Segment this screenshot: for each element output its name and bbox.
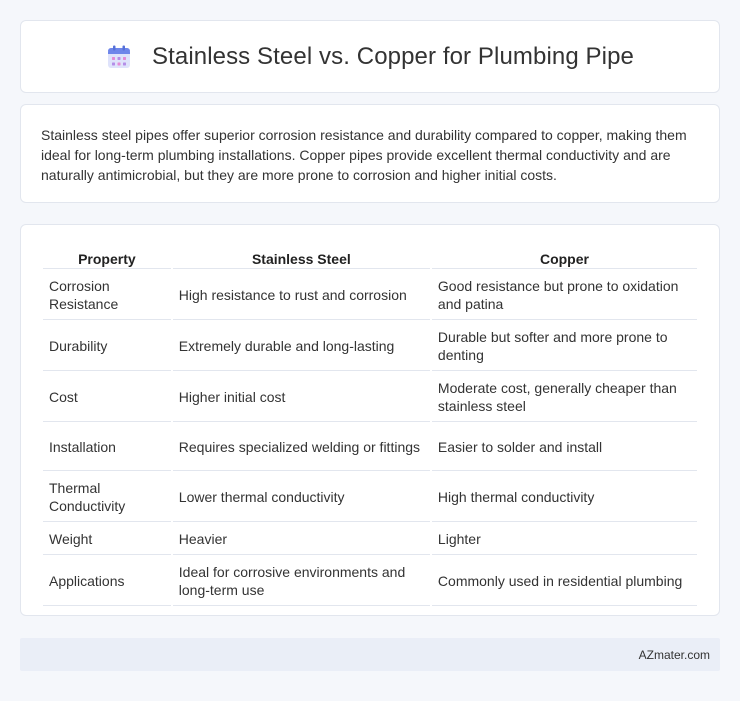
stainless-steel-cell: Extremely durable and long-lasting bbox=[173, 322, 430, 371]
copper-cell: Moderate cost, generally cheaper than stainless steel bbox=[432, 373, 697, 422]
comparison-table bbox=[41, 245, 699, 608]
copper-cell: High thermal conductivity bbox=[432, 473, 697, 522]
property-cell: Installation bbox=[43, 424, 171, 471]
stainless-steel-cell: High resistance to rust and corrosion bbox=[173, 271, 430, 320]
summary-card bbox=[20, 104, 720, 203]
table-row bbox=[43, 322, 697, 371]
copper-cell: Good resistance but prone to oxidation and patina bbox=[432, 271, 697, 320]
title-card bbox=[20, 20, 720, 93]
summary-text: Stainless steel pipes offer superior corrosion resistance and durability compared to copper, making them ideal for long-term plumbing installations. Copper pipes provide excellent thermal conductivity and are naturally antimicrobial, but they are more prone to corrosion and higher initial costs. bbox=[41, 127, 687, 183]
table-row bbox=[43, 557, 697, 606]
table-row bbox=[43, 524, 697, 555]
footer bbox=[20, 638, 720, 671]
column-header-property: Property bbox=[43, 247, 171, 269]
stainless-steel-cell: Heavier bbox=[173, 524, 430, 555]
property-cell: Corrosion Resistance bbox=[43, 271, 171, 320]
column-header-stainless-steel: Stainless Steel bbox=[173, 247, 430, 269]
footer-brand: AZmater.com bbox=[638, 647, 710, 662]
property-cell: Applications bbox=[43, 557, 171, 606]
copper-cell: Lighter bbox=[432, 524, 697, 555]
stainless-steel-cell: Lower thermal conductivity bbox=[173, 473, 430, 522]
copper-cell: Durable but softer and more prone to denting bbox=[432, 322, 697, 371]
property-cell: Durability bbox=[43, 322, 171, 371]
stainless-steel-cell: Higher initial cost bbox=[173, 373, 430, 422]
copper-cell: Easier to solder and install bbox=[432, 424, 697, 471]
column-header-copper: Copper bbox=[432, 247, 697, 269]
table-row bbox=[43, 373, 697, 422]
table-row bbox=[43, 424, 697, 471]
table-header-row bbox=[43, 247, 697, 269]
stainless-steel-cell: Ideal for corrosive environments and long-term use bbox=[173, 557, 430, 606]
comparison-table-card bbox=[20, 224, 720, 616]
table-row bbox=[43, 271, 697, 320]
copper-cell: Commonly used in residential plumbing bbox=[432, 557, 697, 606]
property-cell: Cost bbox=[43, 373, 171, 422]
calendar-icon bbox=[106, 44, 132, 70]
table-row bbox=[43, 473, 697, 522]
property-cell: Weight bbox=[43, 524, 171, 555]
page-title: Stainless Steel vs. Copper for Plumbing Pipe bbox=[152, 42, 634, 70]
property-cell: Thermal Conductivity bbox=[43, 473, 171, 522]
stainless-steel-cell: Requires specialized welding or fittings bbox=[173, 424, 430, 471]
